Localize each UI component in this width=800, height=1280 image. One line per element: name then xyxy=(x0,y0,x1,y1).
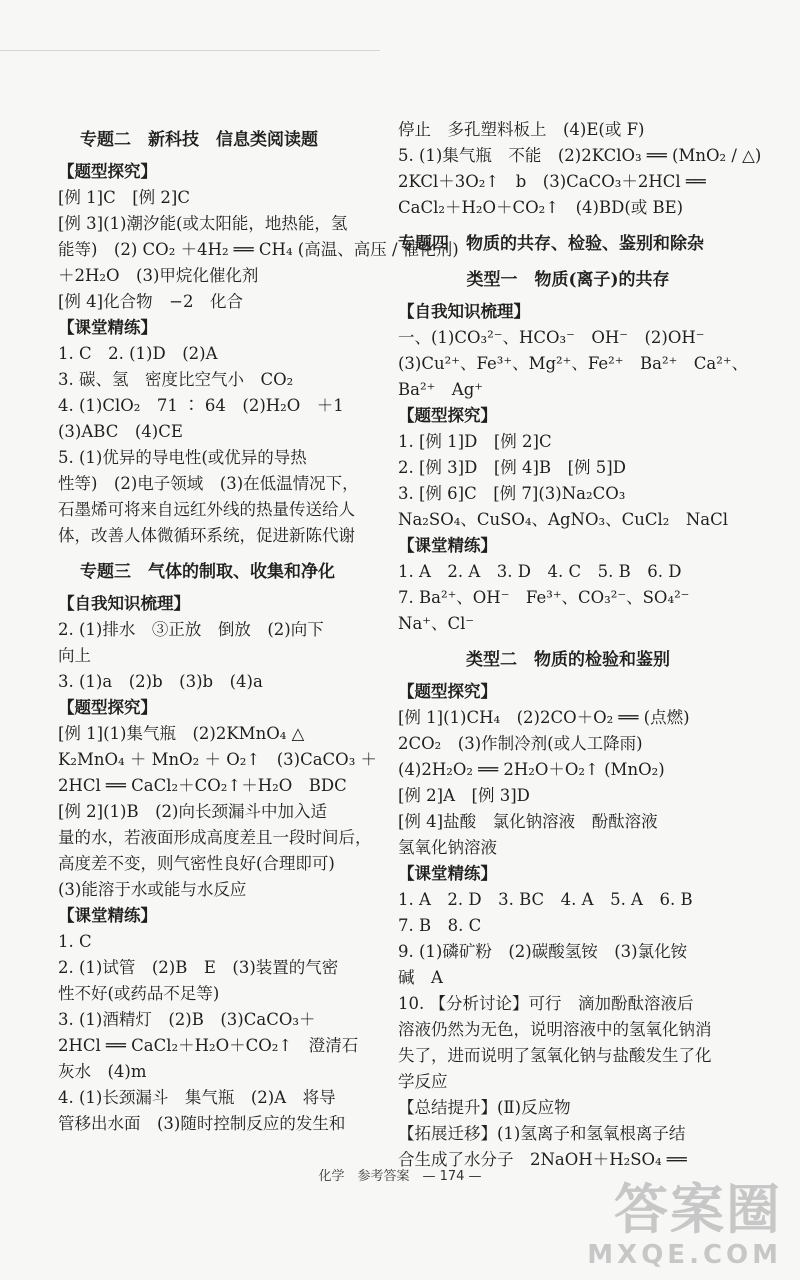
watermark-logo xyxy=(587,1180,782,1270)
answer-line: 合生成了水分子 2NaOH＋H₂SO₄ ══ xyxy=(398,1150,687,1169)
answer-line: 能等) (2) CO₂ ＋4H₂ ══ CH₄ (高温、高压 / 催化剂) xyxy=(58,240,459,259)
answer-line: 失了，进而说明了氢氧化钠与盐酸发生了化 xyxy=(398,1046,712,1065)
section-heading: 专题二 新科技 信息类阅读题 xyxy=(80,130,318,150)
page-footer: 化学 参考答案 — 174 — xyxy=(318,1169,482,1184)
answer-line: K₂MnO₄ ＋ MnO₂ ＋ O₂↑ (3)CaCO₃ ＋ xyxy=(58,750,378,769)
answer-line: 9. (1)磷矿粉 (2)碳酸氢铵 (3)氯化铵 xyxy=(398,942,688,961)
answer-line: 氢氧化钠溶液 xyxy=(398,838,497,857)
answer-line: Na⁺、Cl⁻ xyxy=(398,614,475,633)
subsection-heading: 类型二 物质的检验和鉴别 xyxy=(466,650,670,670)
answer-line: 2HCl ══ CaCl₂＋CO₂↑＋H₂O BDC xyxy=(58,776,347,795)
answer-line: 一、(1)CO₃²⁻、HCO₃⁻ OH⁻ (2)OH⁻ xyxy=(398,328,705,347)
answer-line: 1. C 2. (1)D (2)A xyxy=(58,344,218,363)
answer-line: 4. (1)长颈漏斗 集气瓶 (2)A 将导 xyxy=(58,1088,336,1107)
answer-line: 3. (1)酒精灯 (2)B (3)CaCO₃＋ xyxy=(58,1010,316,1029)
answer-line: 7. B 8. C xyxy=(398,916,482,935)
answer-line: 溶液仍然为无色，说明溶液中的氢氧化钠消 xyxy=(398,1020,712,1039)
answer-line: 石墨烯可将来自远红外线的热量传送给人 xyxy=(58,500,355,519)
answer-line: 高度差不变，则气密性良好(合理即可) xyxy=(58,854,335,873)
section-tag: 【题型探究】 xyxy=(58,698,157,717)
answer-line: 性等) (2)电子领域 (3)在低温情况下， xyxy=(58,474,359,493)
answer-line: [例 2](1)B (2)向长颈漏斗中加入适 xyxy=(58,802,327,821)
subsection-heading: 类型一 物质(离子)的共存 xyxy=(466,270,670,290)
answer-line: 3. [例 6]C [例 7](3)Na₂CO₃ xyxy=(398,484,626,503)
answer-line: 2. (1)排水 ③正放 倒放 (2)向下 xyxy=(58,620,324,639)
answer-line: 性不好(或药品不足等) xyxy=(58,984,220,1003)
answer-line: 1. [例 1]D [例 2]C xyxy=(398,432,552,451)
answer-line: 1. A 2. A 3. D 4. C 5. B 6. D xyxy=(398,562,682,581)
answer-line: Ba²⁺ Ag⁺ xyxy=(398,380,483,399)
answer-line: 3. 碳、氢 密度比空气小 CO₂ xyxy=(58,370,294,389)
answer-line: [例 3](1)潮汐能(或太阳能，地热能，氢 xyxy=(58,214,348,233)
answer-line: 2KCl＋3O₂↑ b (3)CaCO₃＋2HCl ══ xyxy=(398,172,706,191)
answer-line: CaCl₂＋H₂O＋CO₂↑ (4)BD(或 BE) xyxy=(398,198,684,217)
answer-line: (4)2H₂O₂ ══ 2H₂O＋O₂↑ (MnO₂) xyxy=(398,760,665,779)
answer-line: 3. (1)a (2)b (3)b (4)a xyxy=(58,672,263,691)
answer-line: ＋2H₂O (3)甲烷化催化剂 xyxy=(58,266,259,285)
answer-line: [例 4]盐酸 氯化钠溶液 酚酞溶液 xyxy=(398,812,658,831)
answer-line: 灰水 (4)m xyxy=(58,1062,147,1081)
answer-line: 【拓展迁移】(1)氢离子和氢氧根离子结 xyxy=(398,1124,686,1143)
answer-line: 1. C xyxy=(58,932,92,951)
watermark-cn: 答案圈 xyxy=(614,1178,782,1241)
right-column xyxy=(398,115,762,1175)
answer-line: [例 1]C [例 2]C xyxy=(58,188,190,207)
answer-line: 管移出水面 (3)随时控制反应的发生和 xyxy=(58,1114,346,1133)
answer-line: 学反应 xyxy=(398,1072,448,1091)
answer-line: (3)能溶于水或能与水反应 xyxy=(58,880,247,899)
section-tag: 【课堂精练】 xyxy=(398,536,497,555)
answer-line: 5. (1)优异的导电性(或优异的导热 xyxy=(58,448,307,467)
answer-line: 量的水，若液面形成高度差且一段时间后， xyxy=(58,828,372,847)
answer-line: 7. Ba²⁺、OH⁻ Fe³⁺、CO₃²⁻、SO₄²⁻ xyxy=(398,588,690,607)
section-tag: 【课堂精练】 xyxy=(398,864,497,883)
answer-line: [例 1](1)CH₄ (2)2CO＋O₂ ══ (点燃) xyxy=(398,708,690,727)
watermark-en: MXQE.COM xyxy=(587,1240,782,1270)
answer-line: 4. (1)ClO₂ 71 ∶ 64 (2)H₂O ＋1 xyxy=(58,396,344,415)
section-tag: 【题型探究】 xyxy=(58,162,157,181)
section-tag: 【课堂精练】 xyxy=(58,318,157,337)
section-tag: 【课堂精练】 xyxy=(58,906,157,925)
answer-line: (3)ABC (4)CE xyxy=(58,422,183,441)
section-tag: 【自我知识梳理】 xyxy=(58,594,190,613)
answer-line: 停止 多孔塑料板上 (4)E(或 F) xyxy=(398,120,645,139)
section-tag: 【题型探究】 xyxy=(398,682,497,701)
answer-line: 10. 【分析讨论】可行 滴加酚酞溶液后 xyxy=(398,994,694,1013)
answer-line: [例 4]化合物 −2 化合 xyxy=(58,292,243,311)
answer-line: 【总结提升】(Ⅱ)反应物 xyxy=(398,1098,571,1117)
section-heading: 专题三 气体的制取、收集和净化 xyxy=(80,562,335,582)
section-tag: 【题型探究】 xyxy=(398,406,497,425)
answer-line: 2HCl ══ CaCl₂＋H₂O＋CO₂↑ 澄清石 xyxy=(58,1036,359,1055)
answer-line: 5. (1)集气瓶 不能 (2)2KClO₃ ══ (MnO₂ / △) xyxy=(398,146,762,165)
answer-line: 2CO₂ (3)作制冷剂(或人工降雨) xyxy=(398,734,643,753)
answer-line: 体，改善人体微循环系统，促进新陈代谢 xyxy=(58,526,355,545)
answer-line: 2. [例 3]D [例 4]B [例 5]D xyxy=(398,458,626,477)
answer-line: 2. (1)试管 (2)B E (3)装置的气密 xyxy=(58,958,339,977)
answer-line: [例 2]A [例 3]D xyxy=(398,786,530,805)
answer-line: 向上 xyxy=(58,646,91,665)
answer-line: Na₂SO₄、CuSO₄、AgNO₃、CuCl₂ NaCl xyxy=(398,510,729,529)
top-rule xyxy=(0,50,380,51)
answer-line: [例 1](1)集气瓶 (2)2KMnO₄ △ xyxy=(58,724,305,743)
answer-line: (3)Cu²⁺、Fe³⁺、Mg²⁺、Fe²⁺ Ba²⁺ Ca²⁺、 xyxy=(398,354,749,373)
answer-line: 碱 A xyxy=(398,968,443,987)
section-heading: 专题四 物质的共存、检验、鉴别和除杂 xyxy=(398,234,704,254)
section-tag: 【自我知识梳理】 xyxy=(398,302,530,321)
answer-line: 1. A 2. D 3. BC 4. A 5. A 6. B xyxy=(398,890,693,909)
